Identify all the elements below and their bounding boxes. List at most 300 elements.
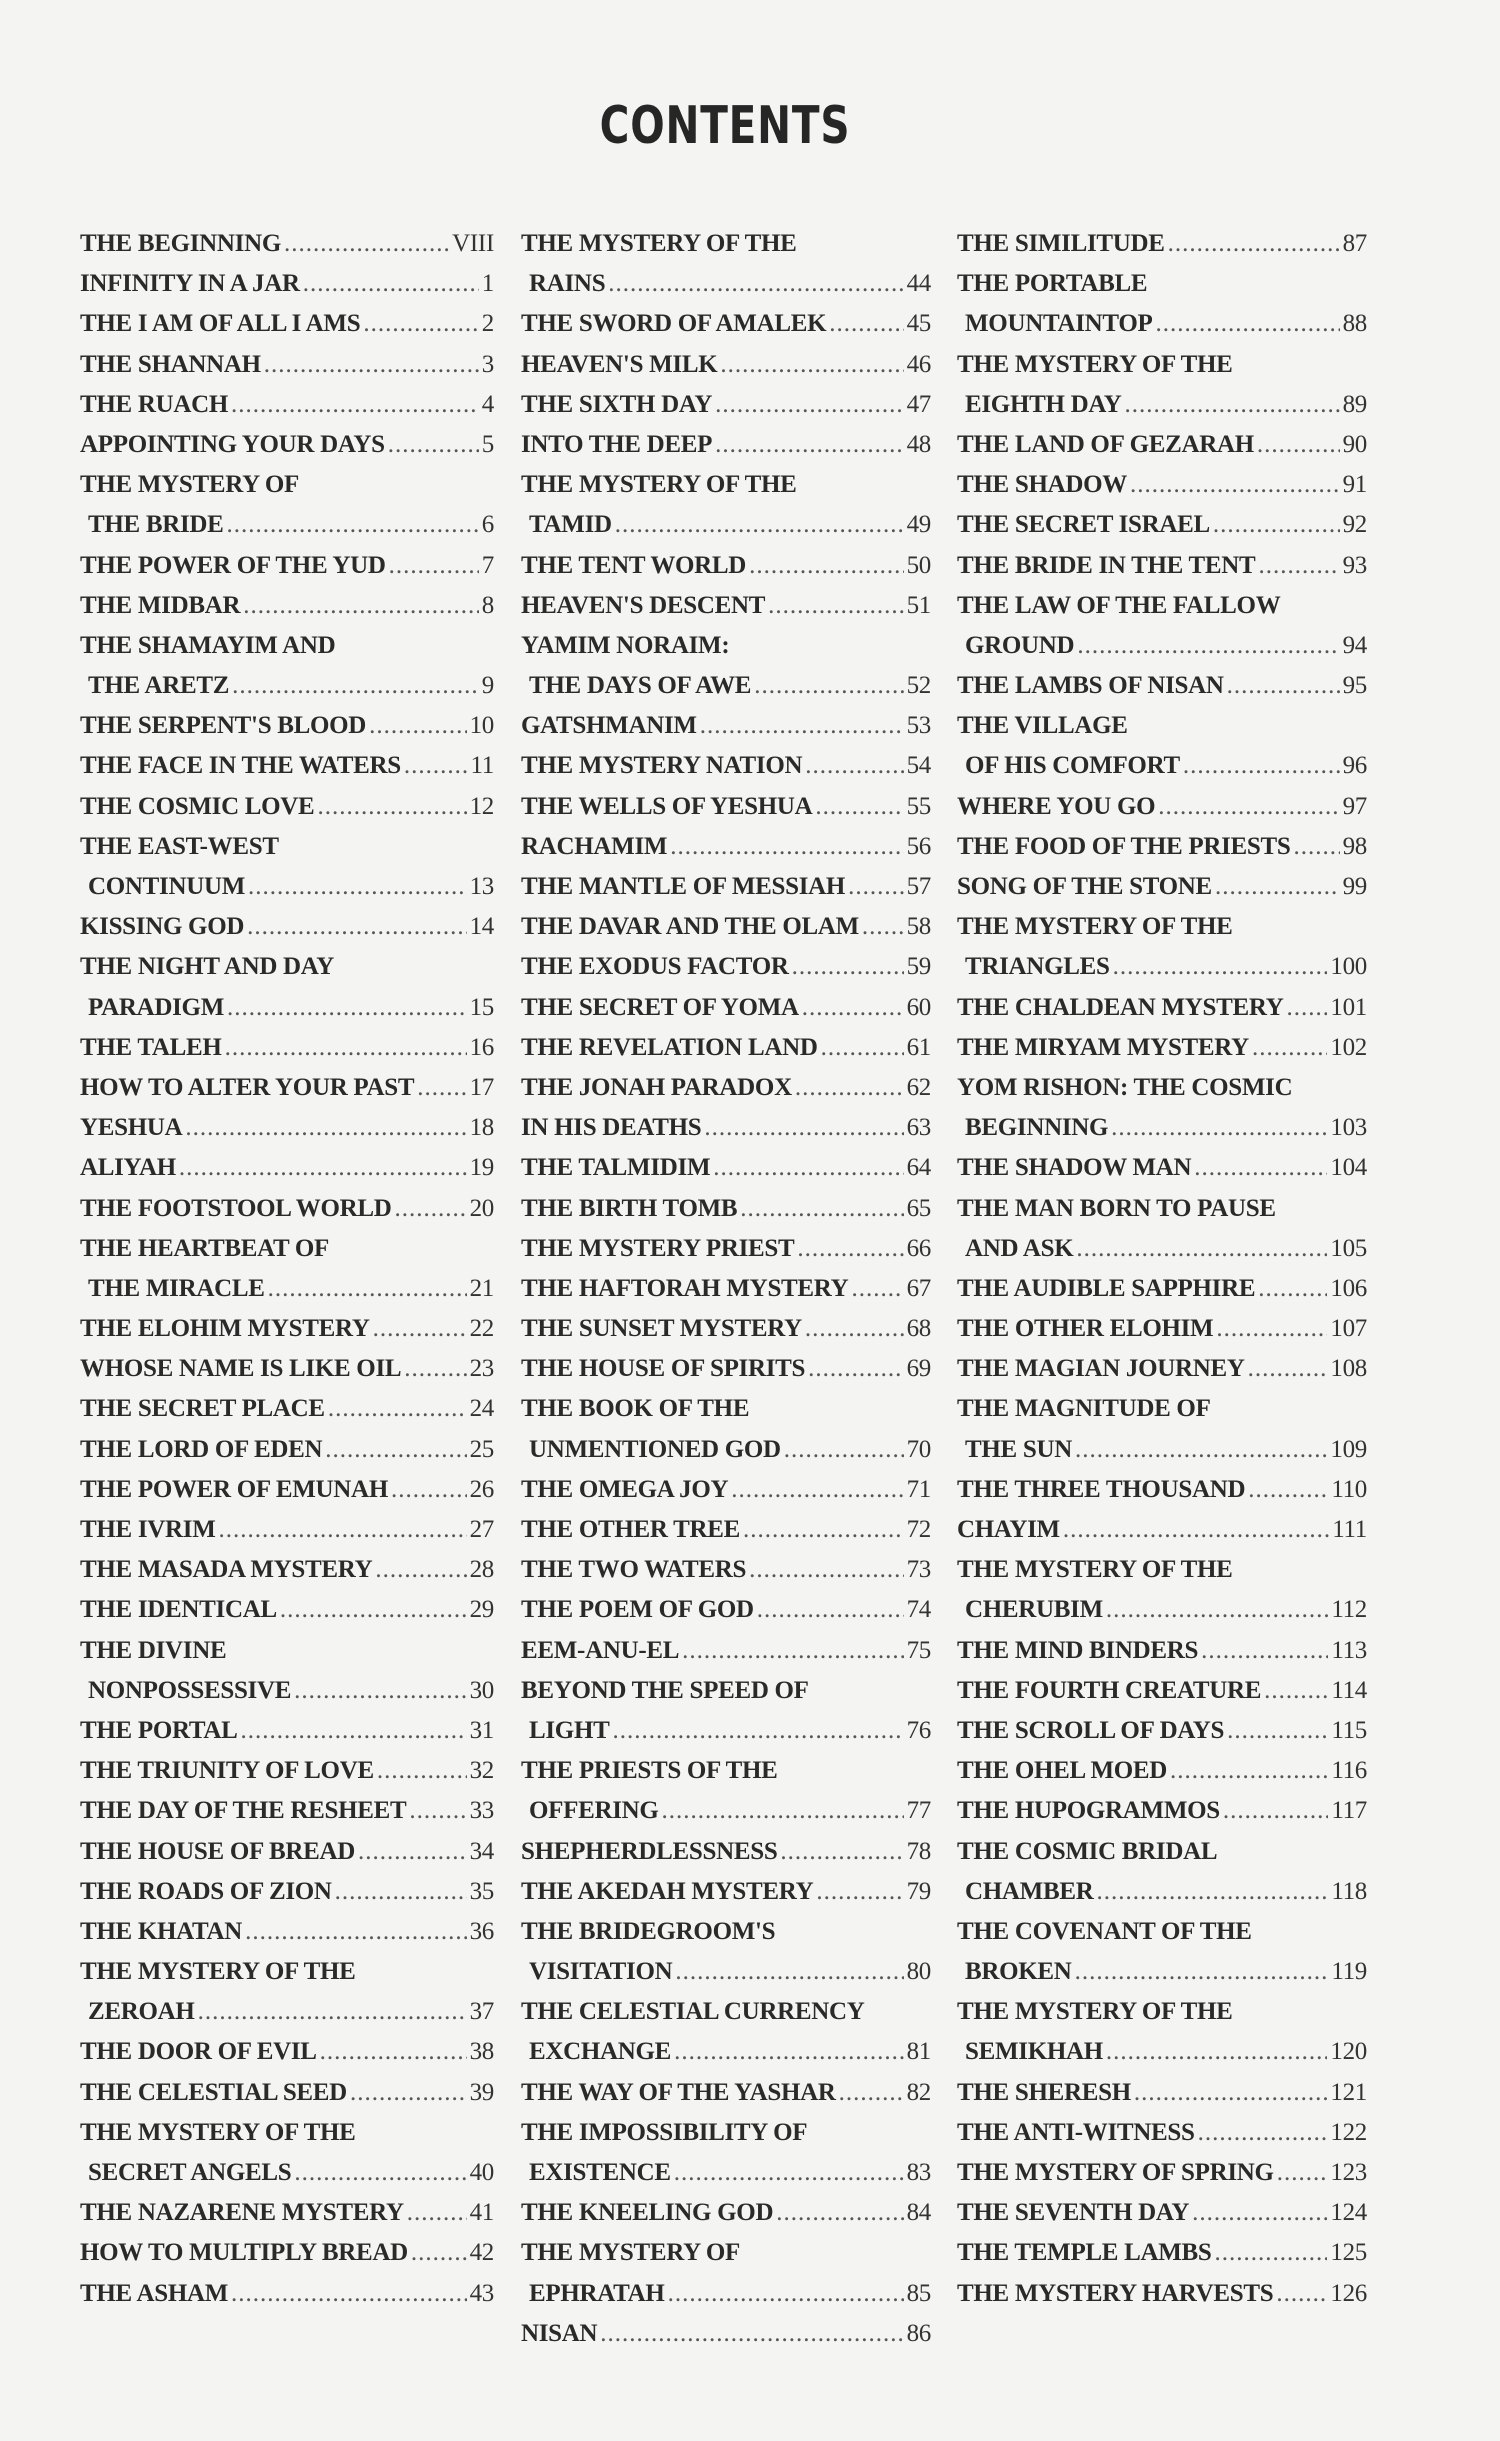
- toc-page-number: 2: [481, 310, 494, 338]
- toc-entry: [80, 706, 494, 746]
- toc-page-number: 44: [906, 270, 931, 298]
- toc-entry-title: THE MYSTERY OF: [80, 471, 300, 499]
- toc-page-number: 50: [906, 551, 931, 579]
- toc-entry-title: THE SIXTH DAY: [521, 390, 713, 418]
- toc-entry-title: THE LAND OF GEZARAH: [957, 430, 1254, 458]
- dot-leader: [1063, 1510, 1329, 1550]
- toc-entry: [80, 1590, 494, 1630]
- toc-entry-title: THE MYSTERY OF: [521, 2239, 741, 2267]
- toc-entry: [521, 1711, 931, 1751]
- dot-leader: [1075, 1952, 1329, 1992]
- toc-page-number: 103: [1330, 1114, 1367, 1142]
- toc-page-number: 62: [906, 1073, 931, 1101]
- dot-leader: [862, 907, 904, 947]
- dot-leader: [797, 1229, 903, 1269]
- toc-page-number: 18: [469, 1114, 494, 1142]
- toc-page-number: 35: [469, 1877, 494, 1905]
- toc-entry: [957, 2193, 1367, 2233]
- dot-leader: [1293, 827, 1339, 867]
- toc-page-number: 42: [469, 2239, 494, 2267]
- toc-page-number: 32: [469, 1757, 494, 1785]
- toc-entry: [521, 546, 931, 586]
- dot-leader: [328, 1389, 467, 1429]
- toc-entry-title: THE MYSTERY PRIEST: [521, 1234, 795, 1262]
- toc-entry-title: THE HOUSE OF SPIRITS: [521, 1355, 806, 1383]
- toc-entry: [521, 1791, 931, 1831]
- toc-page-number: 48: [906, 430, 931, 458]
- toc-page-number: 119: [1331, 1958, 1367, 1986]
- toc-entry: [957, 827, 1367, 867]
- toc-entry-heading: [521, 1992, 931, 2032]
- toc-entry-title: THE ARETZ: [88, 672, 230, 700]
- dot-leader: [1168, 224, 1340, 264]
- toc-page-number: 29: [469, 1596, 494, 1624]
- toc-entry-title: THE LAMBS OF NISAN: [957, 672, 1224, 700]
- toc-entry-title: WHERE YOU GO: [957, 792, 1156, 820]
- dot-leader: [335, 1872, 467, 1912]
- dot-leader: [231, 385, 479, 425]
- toc-entry-title: ALIYAH: [80, 1154, 176, 1182]
- toc-page-number: 11: [470, 752, 494, 780]
- toc-page-number: 90: [1342, 430, 1367, 458]
- toc-entry-title: YOM RISHON: THE COSMIC: [957, 1073, 1293, 1101]
- toc-entry: [957, 505, 1367, 545]
- dot-leader: [1213, 505, 1340, 545]
- dot-leader: [1096, 1872, 1328, 1912]
- dot-leader: [1257, 425, 1340, 465]
- toc-page-number: 7: [481, 551, 494, 579]
- toc-entry-title: THE IVRIM: [80, 1516, 216, 1543]
- toc-entry-title: THE FOOTSTOOL WORLD: [80, 1194, 392, 1222]
- dot-leader: [1134, 2073, 1328, 2113]
- toc-page-number: 116: [1331, 1757, 1367, 1785]
- toc-entry: [957, 1952, 1367, 1992]
- toc-entry-title: THE BRIDE IN THE TENT: [957, 551, 1256, 579]
- toc-entry-title: THE JONAH PARADOX: [521, 1073, 792, 1101]
- toc-page-number: 59: [906, 953, 931, 981]
- toc-entry-title: THE CELESTIAL SEED: [80, 2078, 347, 2106]
- toc-entry-title: THE THREE THOUSAND: [957, 1475, 1246, 1503]
- dot-leader: [749, 1550, 904, 1590]
- dot-leader: [1264, 1671, 1328, 1711]
- dot-leader: [749, 546, 904, 586]
- toc-page-number: 24: [469, 1395, 494, 1423]
- toc-entry-title: MOUNTAINTOP: [965, 310, 1153, 338]
- toc-entry: [521, 1832, 931, 1872]
- toc-entry: [521, 1510, 931, 1550]
- dot-leader: [670, 827, 903, 867]
- toc-page-number: 107: [1330, 1315, 1367, 1343]
- toc-entry: [957, 626, 1367, 666]
- dot-leader: [280, 1590, 467, 1630]
- toc-page-number: 8: [481, 591, 494, 619]
- toc-page-number: 97: [1342, 792, 1367, 820]
- toc-entry-title: THE CELESTIAL CURRENCY: [521, 1998, 865, 2026]
- toc-entry-title: THE DAY OF THE RESHEET: [80, 1797, 407, 1825]
- toc-entry: [957, 2233, 1367, 2273]
- dot-leader: [784, 1430, 904, 1470]
- toc-page-number: 45: [906, 310, 931, 338]
- toc-entry: [957, 1711, 1367, 1751]
- dot-leader: [1170, 1751, 1328, 1791]
- toc-entry-title: THE DAYS OF AWE: [529, 672, 752, 700]
- toc-entry-title: THE WELLS OF YESHUA: [521, 792, 813, 820]
- toc-entry: [957, 2113, 1367, 2153]
- toc-entry-title: THE RUACH: [80, 390, 229, 418]
- toc-page-number: 16: [469, 1033, 494, 1061]
- toc-entry-title: THE HAFTORAH MYSTERY: [521, 1274, 849, 1302]
- dot-leader: [715, 425, 904, 465]
- dot-leader: [1076, 1229, 1327, 1269]
- toc-entry-title: EEM-ANU-EL: [521, 1636, 680, 1664]
- dot-leader: [225, 1028, 467, 1068]
- toc-page-number: 105: [1330, 1234, 1367, 1262]
- toc-entry-title: LIGHT: [529, 1716, 610, 1744]
- toc-page-number: 111: [1332, 1516, 1367, 1543]
- toc-entry-title: THE SUN: [965, 1435, 1072, 1463]
- dot-leader: [754, 666, 903, 706]
- toc-entry: [521, 1068, 931, 1108]
- toc-entry: [80, 1510, 494, 1550]
- toc-entry: [80, 425, 494, 465]
- dot-leader: [768, 586, 903, 626]
- dot-leader: [243, 586, 479, 626]
- toc-entry-title: THE OMEGA JOY: [521, 1475, 729, 1503]
- toc-entry: [80, 1711, 494, 1751]
- toc-page-number: 113: [1331, 1636, 1367, 1664]
- toc-entry: [80, 1148, 494, 1188]
- toc-entry: [80, 1992, 494, 2032]
- toc-entry-title: HEAVEN'S MILK: [521, 350, 718, 378]
- dot-leader: [1215, 2233, 1328, 2273]
- toc-entry-title: THE MAGNITUDE OF: [957, 1395, 1211, 1423]
- toc-entry: [80, 304, 494, 344]
- toc-entry: [80, 1068, 494, 1108]
- dot-leader: [740, 1189, 903, 1229]
- toc-entry: [80, 2233, 494, 2273]
- toc-entry: [521, 1309, 931, 1349]
- toc-entry: [957, 425, 1367, 465]
- toc-page-number: 54: [906, 752, 931, 780]
- dot-leader: [407, 2193, 467, 2233]
- toc-page-number: 43: [469, 2279, 494, 2307]
- toc-page-number: 56: [906, 832, 931, 860]
- toc-entry-title: THE MYSTERY OF THE: [80, 1958, 356, 1986]
- toc-entry-heading: [521, 2113, 931, 2153]
- dot-leader: [1183, 746, 1340, 786]
- toc-entry: [957, 1229, 1367, 1269]
- toc-entry-title: KISSING GOD: [80, 913, 245, 941]
- dot-leader: [1227, 666, 1340, 706]
- dot-leader: [391, 1470, 467, 1510]
- toc-entry-heading: [957, 706, 1367, 746]
- toc-entry-title: THE POWER OF EMUNAH: [80, 1475, 388, 1503]
- toc-entry-title: BEYOND THE SPEED OF: [521, 1676, 809, 1704]
- dot-leader: [358, 1832, 467, 1872]
- toc-entry: [521, 706, 931, 746]
- dot-leader: [792, 947, 904, 987]
- toc-entry-title: THE VILLAGE: [957, 712, 1128, 740]
- dot-leader: [839, 2073, 904, 2113]
- toc-entry-title: THE OTHER ELOHIM: [957, 1315, 1214, 1343]
- dot-leader: [395, 1189, 467, 1229]
- toc-entry-title: GROUND: [965, 631, 1075, 659]
- toc-entry-title: THE ELOHIM MYSTERY: [80, 1315, 370, 1343]
- toc-entry-title: THE SHERESH: [957, 2078, 1131, 2106]
- dot-leader: [388, 425, 479, 465]
- toc-page-number: 41: [469, 2199, 494, 2227]
- toc-page-number: 70: [906, 1435, 931, 1463]
- dot-leader: [417, 1068, 466, 1108]
- toc-page-number: 115: [1331, 1716, 1367, 1744]
- toc-page-number: 76: [906, 1716, 931, 1744]
- toc-entry-title: THE DAVAR AND THE OLAM: [521, 913, 859, 941]
- toc-entry-heading: [80, 1952, 494, 1992]
- toc-entry: [521, 1631, 931, 1671]
- toc-entry-title: THE TRIUNITY OF LOVE: [80, 1757, 374, 1785]
- toc-page-number: 61: [906, 1033, 931, 1061]
- toc-page-number: 1: [481, 270, 494, 298]
- dot-leader: [350, 2073, 467, 2113]
- toc-page-number: 126: [1330, 2279, 1367, 2307]
- toc-page-number: 125: [1330, 2239, 1367, 2267]
- toc-entry: [957, 2073, 1367, 2113]
- toc-entry-title: THE MIND BINDERS: [957, 1636, 1199, 1664]
- toc-page-number: 22: [469, 1315, 494, 1343]
- toc-entry-title: THE KHATAN: [80, 1917, 243, 1945]
- toc-page-number: 37: [469, 1998, 494, 2026]
- toc-column-1: [80, 224, 494, 2314]
- dot-leader: [1215, 867, 1340, 907]
- toc-entry: [957, 1148, 1367, 1188]
- toc-entry-title: THE NIGHT AND DAY: [80, 953, 334, 981]
- toc-entry: [80, 385, 494, 425]
- toc-entry: [80, 345, 494, 385]
- dot-leader: [821, 1028, 904, 1068]
- toc-entry-title: TAMID: [529, 511, 612, 539]
- toc-page-number: 66: [906, 1234, 931, 1262]
- toc-entry-heading: [521, 1751, 931, 1791]
- toc-entry: [80, 2153, 494, 2193]
- toc-entry-title: EIGHTH DAY: [965, 390, 1122, 418]
- toc-entry-title: THE BIRTH TOMB: [521, 1194, 738, 1222]
- toc-entry-heading: [521, 1912, 931, 1952]
- dot-leader: [1158, 787, 1339, 827]
- toc-page-number: 118: [1331, 1877, 1367, 1905]
- toc-entry-title: THE ASHAM: [80, 2279, 229, 2307]
- toc-entry: [80, 1028, 494, 1068]
- toc-entry-title: THE FOURTH CREATURE: [957, 1676, 1262, 1704]
- toc-page-number: 77: [906, 1797, 931, 1825]
- toc-page-number: 87: [1342, 230, 1367, 257]
- toc-entry-heading: [521, 465, 931, 505]
- dot-leader: [241, 1711, 467, 1751]
- toc-page-number: 78: [906, 1837, 931, 1865]
- dot-leader: [317, 787, 466, 827]
- toc-column-2: [521, 224, 931, 2354]
- toc-entry: [957, 465, 1367, 505]
- toc-page-number: 122: [1330, 2118, 1367, 2146]
- toc-entry-title: THE MYSTERY NATION: [521, 752, 803, 780]
- toc-entry-title: THE PORTABLE: [957, 270, 1148, 298]
- toc-entry-title: THE OHEL MOED: [957, 1757, 1168, 1785]
- dot-leader: [373, 1309, 467, 1349]
- toc-entry-title: THE SCROLL OF DAYS: [957, 1716, 1225, 1744]
- dot-leader: [704, 1108, 903, 1148]
- toc-entry: [521, 867, 931, 907]
- dot-leader: [1125, 385, 1340, 425]
- toc-entry-title: THE FACE IN THE WATERS: [80, 752, 401, 780]
- dot-leader: [389, 546, 479, 586]
- toc-entry: [957, 2153, 1367, 2193]
- toc-page-number: 84: [906, 2199, 931, 2227]
- dot-leader: [1248, 1470, 1328, 1510]
- toc-page-number: 104: [1330, 1154, 1367, 1182]
- toc-page-number: 69: [906, 1355, 931, 1383]
- toc-entry-heading: [80, 626, 494, 666]
- dot-leader: [848, 867, 904, 907]
- toc-entry-title: SECRET ANGELS: [88, 2159, 292, 2186]
- dot-leader: [795, 1068, 904, 1108]
- toc-entry: [80, 224, 494, 264]
- toc-page-number: 93: [1342, 551, 1367, 579]
- toc-entry-title: THE OTHER TREE: [521, 1516, 741, 1543]
- dot-leader: [808, 1349, 903, 1389]
- toc-entry-title: THE PORTAL: [80, 1716, 238, 1744]
- toc-page-number: 10: [469, 712, 494, 740]
- toc-page-number: 73: [906, 1556, 931, 1584]
- toc-entry: [521, 1470, 931, 1510]
- toc-page-number: VIII: [452, 230, 494, 257]
- toc-page-number: 28: [469, 1556, 494, 1584]
- dot-leader: [1194, 1148, 1327, 1188]
- toc-entry-heading: [521, 1671, 931, 1711]
- toc-entry: [80, 505, 494, 545]
- toc-page-number: 64: [906, 1154, 931, 1182]
- toc-entry: [521, 907, 931, 947]
- toc-entry: [521, 304, 931, 344]
- toc-page-number: 98: [1342, 832, 1367, 860]
- toc-entry: [80, 546, 494, 586]
- toc-page-number: 95: [1342, 672, 1367, 700]
- dot-leader: [1111, 1108, 1327, 1148]
- toc-entry-title: THE AUDIBLE SAPPHIRE: [957, 1274, 1256, 1302]
- toc-entry-title: EPHRATAH: [529, 2279, 665, 2307]
- dot-leader: [363, 304, 478, 344]
- toc-entry-title: CHERUBIM: [965, 1596, 1103, 1624]
- toc-entry: [80, 1872, 494, 1912]
- toc-entry: [80, 586, 494, 626]
- toc-entry-title: THE HEARTBEAT OF: [80, 1234, 330, 1262]
- toc-entry-title: TRIANGLES: [965, 953, 1110, 981]
- toc-entry-title: THE TALMIDIM: [521, 1154, 711, 1182]
- toc-entry-title: EXCHANGE: [529, 2038, 672, 2066]
- toc-page-number: 100: [1330, 953, 1367, 981]
- toc-entry-title: THE COSMIC LOVE: [80, 792, 315, 820]
- toc-page-number: 9: [481, 672, 494, 700]
- toc-entry-title: THE IMPOSSIBILITY OF: [521, 2118, 808, 2146]
- toc-entry: [957, 1510, 1367, 1550]
- toc-entry: [957, 1349, 1367, 1389]
- toc-page-number: 13: [469, 873, 494, 900]
- toc-page-number: 85: [906, 2279, 931, 2307]
- toc-page-number: 46: [906, 350, 931, 378]
- toc-entry-heading: [957, 586, 1367, 626]
- toc-entry: [957, 1590, 1367, 1630]
- dot-leader: [409, 1791, 466, 1831]
- toc-entry-title: THE I AM OF ALL I AMS: [80, 310, 361, 338]
- toc-entry: [521, 1590, 931, 1630]
- toc-entry: [521, 2274, 931, 2314]
- toc-entry-title: THE BRIDE: [88, 511, 224, 539]
- dot-leader: [1277, 2153, 1328, 2193]
- dot-leader: [268, 1269, 467, 1309]
- dot-leader: [245, 1912, 467, 1952]
- toc-entry: [80, 907, 494, 947]
- toc-page-number: 120: [1330, 2038, 1367, 2066]
- toc-entry-title: RAINS: [529, 270, 606, 298]
- toc-page-number: 99: [1342, 873, 1367, 900]
- toc-entry: [80, 666, 494, 706]
- toc-entry-title: THE LORD OF EDEN: [80, 1435, 323, 1463]
- toc-entry-title: THE EXODUS FACTOR: [521, 953, 789, 981]
- toc-entry: [957, 787, 1367, 827]
- toc-entry-title: THE MYSTERY OF SPRING: [957, 2159, 1274, 2186]
- toc-entry-title: THE MYSTERY OF THE: [957, 1556, 1233, 1584]
- toc-page-number: 23: [469, 1355, 494, 1383]
- toc-entry: [957, 2274, 1367, 2314]
- toc-page-number: 26: [469, 1475, 494, 1503]
- dot-leader: [1106, 1590, 1328, 1630]
- toc-entry: [80, 2274, 494, 2314]
- toc-entry-title: THE PRIESTS OF THE: [521, 1757, 778, 1785]
- toc-entry-heading: [521, 224, 931, 264]
- dot-leader: [1201, 1631, 1328, 1671]
- toc-entry-title: CHAYIM: [957, 1516, 1060, 1543]
- toc-page-number: 34: [469, 1837, 494, 1865]
- dot-leader: [662, 1791, 904, 1831]
- toc-page-number: 101: [1330, 993, 1367, 1021]
- toc-entry-title: THE EAST-WEST: [80, 832, 279, 860]
- toc-entry-title: THE SERPENT'S BLOOD: [80, 712, 367, 740]
- dot-leader: [404, 746, 468, 786]
- toc-entry-title: SHEPHERDLESSNESS: [521, 1837, 778, 1865]
- toc-entry-title: OFFERING: [529, 1797, 659, 1825]
- toc-page-number: 88: [1342, 310, 1367, 338]
- toc-entry-heading: [80, 1631, 494, 1671]
- toc-page-number: 4: [481, 390, 494, 418]
- dot-leader: [780, 1832, 903, 1872]
- toc-entry: [957, 1872, 1367, 1912]
- toc-page-number: 71: [906, 1475, 931, 1503]
- dot-leader: [231, 2274, 467, 2314]
- toc-entry: [521, 385, 931, 425]
- toc-entry: [80, 2073, 494, 2113]
- dot-leader: [294, 2153, 466, 2193]
- dot-leader: [294, 1671, 466, 1711]
- toc-entry: [521, 1430, 931, 1470]
- toc-page-number: 68: [906, 1315, 931, 1343]
- toc-entry: [521, 1349, 931, 1389]
- toc-entry-title: THE MYSTERY OF THE: [521, 471, 797, 499]
- toc-entry-heading: [957, 907, 1367, 947]
- toc-entry-title: THE MYSTERY OF THE: [521, 230, 797, 257]
- dot-leader: [198, 1992, 467, 2032]
- toc-page-number: 33: [469, 1797, 494, 1825]
- toc-entry-title: THE MIDBAR: [80, 591, 241, 619]
- toc-entry: [80, 988, 494, 1028]
- toc-entry-heading: [80, 1229, 494, 1269]
